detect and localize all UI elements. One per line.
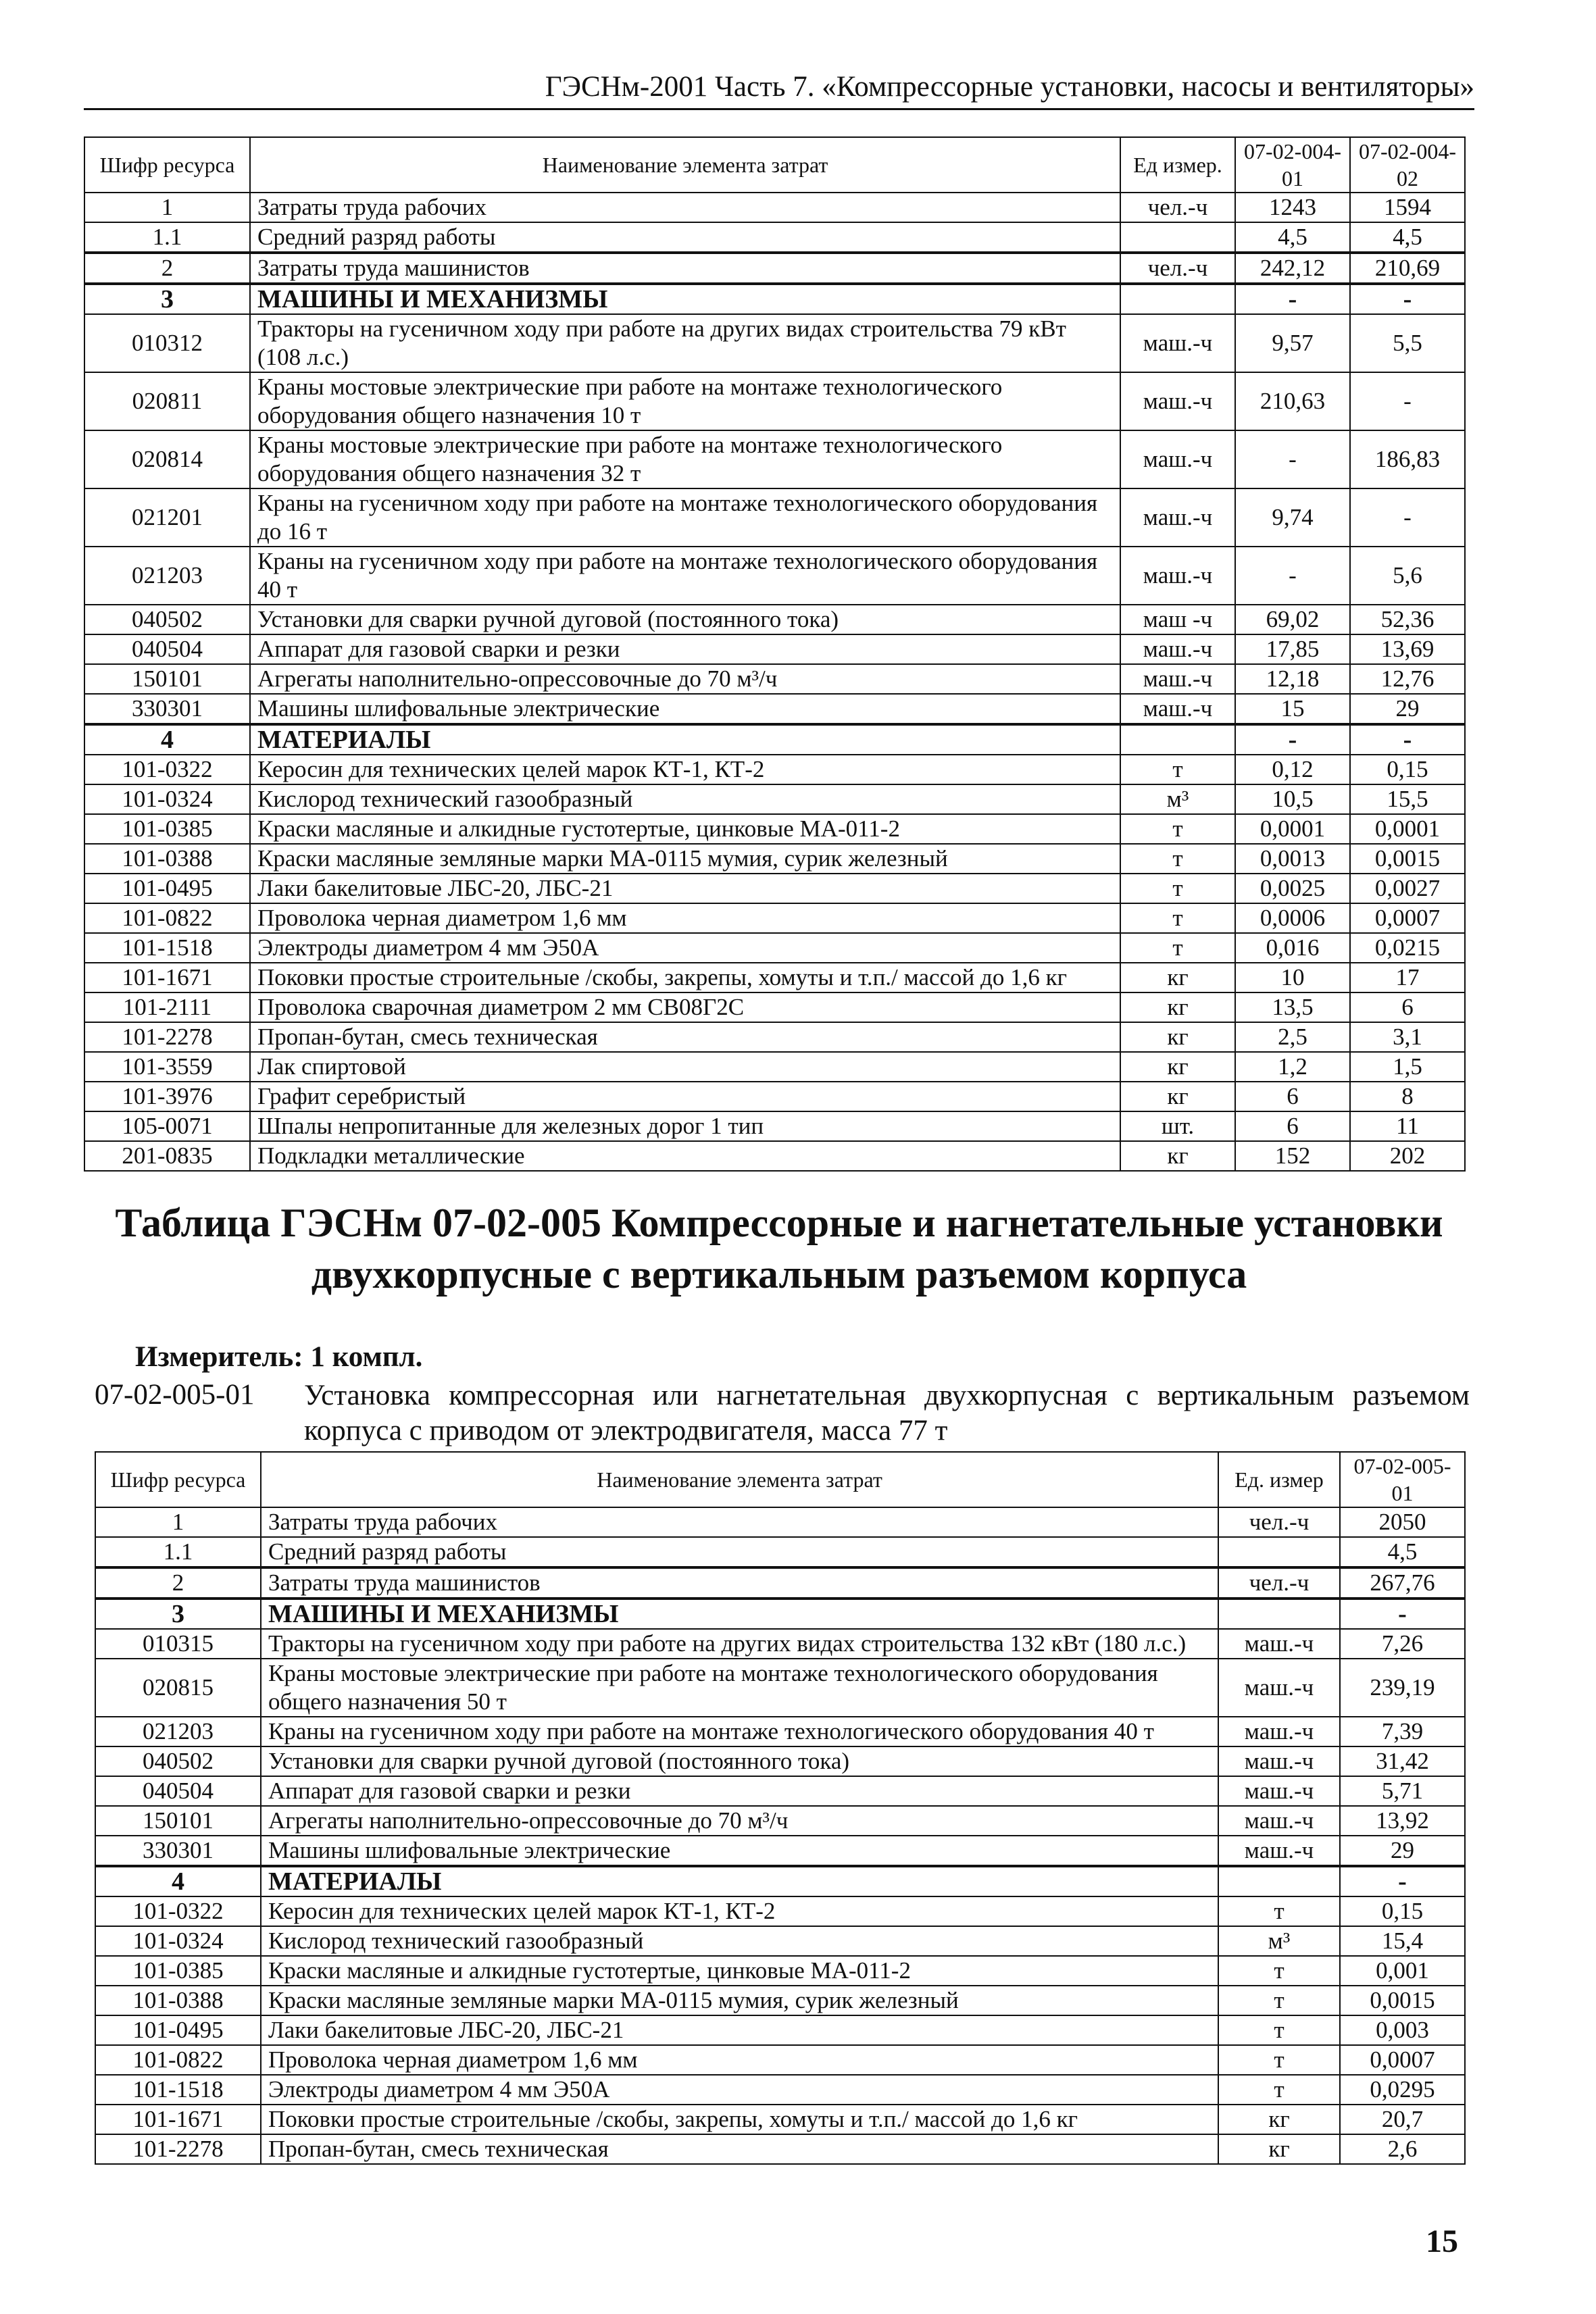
row-code: 101-0388 xyxy=(95,1986,261,2015)
row-unit: маш.-ч xyxy=(1120,547,1235,605)
col-header-name: Наименование элемента затрат xyxy=(261,1452,1218,1507)
row-value-1: 6 xyxy=(1235,1111,1350,1141)
row-value-1: 5,71 xyxy=(1340,1776,1465,1806)
row-name: Машины шлифовальные электрические xyxy=(250,694,1120,724)
table-header-row xyxy=(95,1452,1465,1507)
row-name: Краны мостовые электрические при работе на монтаже технологического оборудования общего назначения 10 т xyxy=(250,372,1120,430)
row-code: 021203 xyxy=(95,1717,261,1746)
row-name: Керосин для технических целей марок КТ-1, КТ-2 xyxy=(250,755,1120,784)
row-value-1: 0,003 xyxy=(1340,2015,1465,2045)
row-name: Шпалы непропитанные для железных дорог 1 тип xyxy=(250,1111,1120,1141)
row-unit: маш.-ч xyxy=(1218,1836,1340,1866)
row-unit: кг xyxy=(1218,2134,1340,2164)
row-value-2: 0,0007 xyxy=(1350,903,1465,933)
row-value-1: - xyxy=(1340,1866,1465,1896)
row-unit: маш.-ч xyxy=(1120,634,1235,664)
row-value-1: 7,26 xyxy=(1340,1629,1465,1659)
row-code: 3 xyxy=(95,1599,261,1629)
row-name: Средний разряд работы xyxy=(250,222,1120,253)
meter-line xyxy=(135,1340,422,1374)
row-value-1: - xyxy=(1340,1599,1465,1629)
row-code: 020811 xyxy=(84,372,250,430)
row-value-2: 12,76 xyxy=(1350,664,1465,694)
row-code: 101-0385 xyxy=(95,1956,261,1986)
row-value-2: 8 xyxy=(1350,1082,1465,1111)
row-value-2: - xyxy=(1350,724,1465,755)
table-row xyxy=(84,933,1465,963)
row-unit: кг xyxy=(1120,1082,1235,1111)
row-code: 1.1 xyxy=(95,1537,261,1567)
row-code: 101-0388 xyxy=(84,844,250,874)
table-row xyxy=(95,1507,1465,1537)
table-row xyxy=(84,253,1465,284)
row-name: Кислород технический газообразный xyxy=(250,784,1120,814)
row-unit: кг xyxy=(1120,1022,1235,1052)
table-row xyxy=(84,372,1465,430)
row-name: Машины шлифовальные электрические xyxy=(261,1836,1218,1866)
row-unit: чел.-ч xyxy=(1120,193,1235,222)
row-unit: маш.-ч xyxy=(1120,314,1235,372)
row-value-1: 15 xyxy=(1235,694,1350,724)
row-value-2: 210,69 xyxy=(1350,253,1465,284)
row-name: Краски масляные земляные марки МА-0115 мумия, сурик железный xyxy=(261,1986,1218,2015)
row-name: Электроды диаметром 4 мм Э50А xyxy=(261,2075,1218,2105)
row-code: 330301 xyxy=(95,1836,261,1866)
row-name: МАШИНЫ И МЕХАНИЗМЫ xyxy=(250,284,1120,314)
table-row xyxy=(84,1052,1465,1082)
meter-label: Измеритель: xyxy=(135,1341,303,1373)
row-code: 201-0835 xyxy=(84,1141,250,1171)
table-row xyxy=(84,694,1465,724)
table-row xyxy=(95,1806,1465,1836)
table-row xyxy=(95,1836,1465,1866)
row-value-2: - xyxy=(1350,488,1465,547)
table-row xyxy=(95,1717,1465,1746)
row-value-2: 4,5 xyxy=(1350,222,1465,253)
row-name: Подкладки металлические xyxy=(250,1141,1120,1171)
row-value-1: - xyxy=(1235,547,1350,605)
row-value-1: 1243 xyxy=(1235,193,1350,222)
row-name: Затраты труда рабочих xyxy=(250,193,1120,222)
table-row xyxy=(84,963,1465,992)
table-row xyxy=(84,314,1465,372)
row-value-1: 4,5 xyxy=(1340,1537,1465,1567)
row-name: Лаки бакелитовые ЛБС-20, ЛБС-21 xyxy=(250,874,1120,903)
row-value-2: 0,0015 xyxy=(1350,844,1465,874)
row-unit xyxy=(1120,222,1235,253)
row-name: Установки для сварки ручной дуговой (постоянного тока) xyxy=(250,605,1120,634)
row-name: Краски масляные и алкидные густотертые, цинковые МА-011-2 xyxy=(250,814,1120,844)
row-unit: м³ xyxy=(1218,1926,1340,1956)
table-row xyxy=(95,1986,1465,2015)
running-header: ГЭСНм-2001 Часть 7. «Компрессорные установки, насосы и вентиляторы» xyxy=(84,66,1474,110)
table-row xyxy=(95,2105,1465,2134)
table-row xyxy=(84,547,1465,605)
row-value-1: 69,02 xyxy=(1235,605,1350,634)
table-row xyxy=(95,1956,1465,1986)
row-unit: кг xyxy=(1218,2105,1340,2134)
col-header-code: Шифр ресурса xyxy=(84,137,250,193)
row-code: 1 xyxy=(95,1507,261,1537)
row-value-1: 0,15 xyxy=(1340,1896,1465,1926)
row-code: 101-0495 xyxy=(95,2015,261,2045)
table-row xyxy=(95,2045,1465,2075)
row-unit: кг xyxy=(1120,963,1235,992)
row-name: Проволока сварочная диаметром 2 мм СВ08Г2С xyxy=(250,992,1120,1022)
row-unit: маш.-ч xyxy=(1120,694,1235,724)
row-value-1: 10 xyxy=(1235,963,1350,992)
table-row xyxy=(95,1659,1465,1717)
row-name: Аппарат для газовой сварки и резки xyxy=(250,634,1120,664)
row-unit: кг xyxy=(1120,1052,1235,1082)
row-unit: т xyxy=(1218,2015,1340,2045)
row-code: 101-3976 xyxy=(84,1082,250,1111)
row-code: 101-2278 xyxy=(84,1022,250,1052)
row-name: МАШИНЫ И МЕХАНИЗМЫ xyxy=(261,1599,1218,1629)
row-code: 040504 xyxy=(95,1776,261,1806)
table-row xyxy=(95,2015,1465,2045)
row-code: 150101 xyxy=(84,664,250,694)
col-header-unit: Ед. измер xyxy=(1218,1452,1340,1507)
row-name: Аппарат для газовой сварки и резки xyxy=(261,1776,1218,1806)
row-value-1: 0,0001 xyxy=(1235,814,1350,844)
operation-code: 07-02-005-01 xyxy=(95,1379,255,1411)
row-code: 1 xyxy=(84,193,250,222)
row-unit xyxy=(1120,284,1235,314)
row-code: 020815 xyxy=(95,1659,261,1717)
table-row xyxy=(95,1776,1465,1806)
row-unit xyxy=(1218,1537,1340,1567)
row-code: 101-0322 xyxy=(84,755,250,784)
page-number: 15 xyxy=(1426,2223,1458,2259)
table-row xyxy=(84,992,1465,1022)
table-row xyxy=(95,1537,1465,1567)
row-code: 021201 xyxy=(84,488,250,547)
table-row xyxy=(95,1896,1465,1926)
table-row xyxy=(84,844,1465,874)
row-unit: т xyxy=(1120,844,1235,874)
row-value-1: 0,0295 xyxy=(1340,2075,1465,2105)
col-header-value-1: 07-02-005-01 xyxy=(1340,1452,1465,1507)
row-code: 1.1 xyxy=(84,222,250,253)
row-name: Краски масляные земляные марки МА-0115 мумия, сурик железный xyxy=(250,844,1120,874)
table-header-row xyxy=(84,137,1465,193)
row-unit xyxy=(1120,724,1235,755)
row-unit: маш.-ч xyxy=(1218,1659,1340,1717)
row-code: 101-1671 xyxy=(95,2105,261,2134)
row-value-1: 29 xyxy=(1340,1836,1465,1866)
row-value-1: 0,0013 xyxy=(1235,844,1350,874)
row-value-2: 0,0027 xyxy=(1350,874,1465,903)
row-name: Краны на гусеничном ходу при работе на монтаже технологического оборудования до 16 т xyxy=(250,488,1120,547)
row-unit: маш.-ч xyxy=(1120,430,1235,488)
table-title: Таблица ГЭСНм 07-02-005 Компрессорные и нагнетательные установки двухкорпусные с вертикальным разъемом корпуса xyxy=(115,1201,1443,1297)
row-value-1: 0,0015 xyxy=(1340,1986,1465,2015)
row-unit: т xyxy=(1218,2075,1340,2105)
row-code: 101-0822 xyxy=(84,903,250,933)
row-unit: т xyxy=(1120,755,1235,784)
row-value-1: 2,5 xyxy=(1235,1022,1350,1052)
row-name: Агрегаты наполнительно-опрессовочные до 70 м³/ч xyxy=(250,664,1120,694)
row-code: 4 xyxy=(84,724,250,755)
row-name: Поковки простые строительные /скобы, закрепы, хомуты и т.п./ массой до 1,6 кг xyxy=(250,963,1120,992)
row-unit: шт. xyxy=(1120,1111,1235,1141)
row-code: 021203 xyxy=(84,547,250,605)
row-value-2: 0,0001 xyxy=(1350,814,1465,844)
row-unit: маш.-ч xyxy=(1218,1806,1340,1836)
row-name: Краны на гусеничном ходу при работе на монтаже технологического оборудования 40 т xyxy=(250,547,1120,605)
row-code: 101-1518 xyxy=(84,933,250,963)
row-value-1: 0,016 xyxy=(1235,933,1350,963)
row-value-1: 31,42 xyxy=(1340,1746,1465,1776)
table-row xyxy=(84,222,1465,253)
row-code: 101-2111 xyxy=(84,992,250,1022)
row-name: Краны на гусеничном ходу при работе на монтаже технологического оборудования 40 т xyxy=(261,1717,1218,1746)
row-name: Проволока черная диаметром 1,6 мм xyxy=(261,2045,1218,2075)
row-code: 4 xyxy=(95,1866,261,1896)
row-value-2: 1594 xyxy=(1350,193,1465,222)
row-unit: маш.-ч xyxy=(1218,1717,1340,1746)
table-row xyxy=(84,755,1465,784)
row-code: 101-1518 xyxy=(95,2075,261,2105)
table-row xyxy=(84,488,1465,547)
row-name: Установки для сварки ручной дуговой (постоянного тока) xyxy=(261,1746,1218,1776)
row-name: МАТЕРИАЛЫ xyxy=(261,1866,1218,1896)
table-row xyxy=(84,605,1465,634)
table-row xyxy=(95,1599,1465,1629)
row-unit: чел.-ч xyxy=(1120,253,1235,284)
col-header-unit: Ед измер. xyxy=(1120,137,1235,193)
row-value-2: 5,6 xyxy=(1350,547,1465,605)
row-name: Графит серебристый xyxy=(250,1082,1120,1111)
row-value-2: 1,5 xyxy=(1350,1052,1465,1082)
table-row xyxy=(84,193,1465,222)
row-value-2: 13,69 xyxy=(1350,634,1465,664)
table-row xyxy=(84,1022,1465,1052)
row-unit: чел.-ч xyxy=(1218,1507,1340,1537)
row-value-2: 29 xyxy=(1350,694,1465,724)
row-value-1: - xyxy=(1235,284,1350,314)
row-code: 101-0324 xyxy=(84,784,250,814)
row-code: 020814 xyxy=(84,430,250,488)
row-name: Кислород технический газообразный xyxy=(261,1926,1218,1956)
row-value-1: 242,12 xyxy=(1235,253,1350,284)
meter-value: 1 компл. xyxy=(310,1341,423,1373)
table-row xyxy=(95,2134,1465,2164)
row-code: 101-0495 xyxy=(84,874,250,903)
row-unit: маш -ч xyxy=(1120,605,1235,634)
row-unit: маш.-ч xyxy=(1218,1776,1340,1806)
row-name: Агрегаты наполнительно-опрессовочные до 70 м³/ч xyxy=(261,1806,1218,1836)
row-code: 150101 xyxy=(95,1806,261,1836)
row-value-2: 5,5 xyxy=(1350,314,1465,372)
table-row xyxy=(95,1866,1465,1896)
row-unit xyxy=(1218,1599,1340,1629)
row-value-1: - xyxy=(1235,430,1350,488)
row-value-2: - xyxy=(1350,284,1465,314)
row-value-2: 11 xyxy=(1350,1111,1465,1141)
table-row xyxy=(84,784,1465,814)
table-row xyxy=(95,1629,1465,1659)
row-name: Пропан-бутан, смесь техническая xyxy=(250,1022,1120,1052)
row-value-1: 9,57 xyxy=(1235,314,1350,372)
row-name: Средний разряд работы xyxy=(261,1537,1218,1567)
row-value-1: 17,85 xyxy=(1235,634,1350,664)
row-code: 3 xyxy=(84,284,250,314)
row-value-1: 7,39 xyxy=(1340,1717,1465,1746)
table-row xyxy=(84,634,1465,664)
row-code: 2 xyxy=(95,1567,261,1599)
row-unit: м³ xyxy=(1120,784,1235,814)
row-value-2: 0,15 xyxy=(1350,755,1465,784)
table-row xyxy=(84,664,1465,694)
table-row xyxy=(84,284,1465,314)
table-row xyxy=(95,1926,1465,1956)
row-value-2: 6 xyxy=(1350,992,1465,1022)
row-value-1: 13,5 xyxy=(1235,992,1350,1022)
row-code: 101-0822 xyxy=(95,2045,261,2075)
row-value-2: 52,36 xyxy=(1350,605,1465,634)
row-code: 105-0071 xyxy=(84,1111,250,1141)
row-name: Краны мостовые электрические при работе на монтаже технологического оборудования общего назначения 50 т xyxy=(261,1659,1218,1717)
row-unit: т xyxy=(1120,814,1235,844)
row-code: 101-0385 xyxy=(84,814,250,844)
row-name: Поковки простые строительные /скобы, закрепы, хомуты и т.п./ массой до 1,6 кг xyxy=(261,2105,1218,2134)
row-value-2: 17 xyxy=(1350,963,1465,992)
row-name: Керосин для технических целей марок КТ-1, КТ-2 xyxy=(261,1896,1218,1926)
table-row xyxy=(84,1141,1465,1171)
resource-table-07-02-005 xyxy=(95,1451,1466,2165)
row-code: 101-0322 xyxy=(95,1896,261,1926)
row-unit: т xyxy=(1218,1896,1340,1926)
row-value-1: 210,63 xyxy=(1235,372,1350,430)
row-code: 2 xyxy=(84,253,250,284)
row-value-1: 10,5 xyxy=(1235,784,1350,814)
row-name: Краны мостовые электрические при работе на монтаже технологического оборудования общего назначения 32 т xyxy=(250,430,1120,488)
row-name: Электроды диаметром 4 мм Э50А xyxy=(250,933,1120,963)
row-value-2: - xyxy=(1350,372,1465,430)
row-value-1: 239,19 xyxy=(1340,1659,1465,1717)
row-name: Затраты труда машинистов xyxy=(261,1567,1218,1599)
row-value-2: 3,1 xyxy=(1350,1022,1465,1052)
col-header-name: Наименование элемента затрат xyxy=(250,137,1120,193)
row-code: 101-0324 xyxy=(95,1926,261,1956)
row-name: Краски масляные и алкидные густотертые, цинковые МА-011-2 xyxy=(261,1956,1218,1986)
row-code: 040504 xyxy=(84,634,250,664)
table-row xyxy=(84,1111,1465,1141)
row-name: МАТЕРИАЛЫ xyxy=(250,724,1120,755)
table-row xyxy=(84,874,1465,903)
row-value-1: 2050 xyxy=(1340,1507,1465,1537)
table-row xyxy=(95,1567,1465,1599)
row-code: 010312 xyxy=(84,314,250,372)
row-code: 101-2278 xyxy=(95,2134,261,2164)
row-name: Тракторы на гусеничном ходу при работе на других видах строительства 132 кВт (180 л.с.) xyxy=(261,1629,1218,1659)
row-unit: т xyxy=(1218,1986,1340,2015)
row-unit: маш.-ч xyxy=(1120,372,1235,430)
row-unit: маш.-ч xyxy=(1120,664,1235,694)
col-header-code: Шифр ресурса xyxy=(95,1452,261,1507)
operation-description: Установка компрессорная или нагнетательная двухкорпусная с вертикальным разъемом корпуса с приводом от электродвигателя, масса 77 т xyxy=(304,1380,1470,1447)
table-row xyxy=(95,2075,1465,2105)
row-code: 010315 xyxy=(95,1629,261,1659)
resource-table-07-02-004 xyxy=(84,136,1466,1172)
row-name: Лак спиртовой xyxy=(250,1052,1120,1082)
row-code: 040502 xyxy=(95,1746,261,1776)
table-row xyxy=(84,903,1465,933)
row-value-1: 15,4 xyxy=(1340,1926,1465,1956)
row-unit: чел.-ч xyxy=(1218,1567,1340,1599)
row-name: Пропан-бутан, смесь техническая xyxy=(261,2134,1218,2164)
row-value-2: 202 xyxy=(1350,1141,1465,1171)
row-value-2: 15,5 xyxy=(1350,784,1465,814)
table-row xyxy=(84,430,1465,488)
row-unit: т xyxy=(1218,2045,1340,2075)
row-value-2: 186,83 xyxy=(1350,430,1465,488)
row-value-1: 0,12 xyxy=(1235,755,1350,784)
row-code: 330301 xyxy=(84,694,250,724)
row-value-1: 13,92 xyxy=(1340,1806,1465,1836)
row-unit: т xyxy=(1120,933,1235,963)
row-value-1: 12,18 xyxy=(1235,664,1350,694)
row-value-1: 4,5 xyxy=(1235,222,1350,253)
row-code: 040502 xyxy=(84,605,250,634)
table-row xyxy=(84,724,1465,755)
row-name: Проволока черная диаметром 1,6 мм xyxy=(250,903,1120,933)
row-value-1: 6 xyxy=(1235,1082,1350,1111)
row-unit: кг xyxy=(1120,1141,1235,1171)
row-value-1: 1,2 xyxy=(1235,1052,1350,1082)
row-unit: т xyxy=(1120,903,1235,933)
row-value-2: 0,0215 xyxy=(1350,933,1465,963)
row-name: Затраты труда рабочих xyxy=(261,1507,1218,1537)
row-value-1: 152 xyxy=(1235,1141,1350,1171)
row-name: Затраты труда машинистов xyxy=(250,253,1120,284)
row-unit: т xyxy=(1218,1956,1340,1986)
row-unit: маш.-ч xyxy=(1218,1746,1340,1776)
row-name: Лаки бакелитовые ЛБС-20, ЛБС-21 xyxy=(261,2015,1218,2045)
table-row xyxy=(84,814,1465,844)
row-unit: т xyxy=(1120,874,1235,903)
row-value-1: 2,6 xyxy=(1340,2134,1465,2164)
row-value-1: 20,7 xyxy=(1340,2105,1465,2134)
row-name: Тракторы на гусеничном ходу при работе на других видах строительства 79 кВт (108 л.с.) xyxy=(250,314,1120,372)
row-value-1: 9,74 xyxy=(1235,488,1350,547)
row-unit: маш.-ч xyxy=(1120,488,1235,547)
row-value-1: 0,0007 xyxy=(1340,2045,1465,2075)
table-row xyxy=(84,1082,1465,1111)
row-unit: маш.-ч xyxy=(1218,1629,1340,1659)
table-row xyxy=(95,1746,1465,1776)
row-value-1: 0,0025 xyxy=(1235,874,1350,903)
row-unit: кг xyxy=(1120,992,1235,1022)
row-unit xyxy=(1218,1866,1340,1896)
col-header-value-2: 07-02-004-02 xyxy=(1350,137,1465,193)
row-value-1: 267,76 xyxy=(1340,1567,1465,1599)
row-code: 101-3559 xyxy=(84,1052,250,1082)
row-value-1: 0,0006 xyxy=(1235,903,1350,933)
row-value-1: 0,001 xyxy=(1340,1956,1465,1986)
col-header-value-1: 07-02-004-01 xyxy=(1235,137,1350,193)
row-value-1: - xyxy=(1235,724,1350,755)
row-code: 101-1671 xyxy=(84,963,250,992)
